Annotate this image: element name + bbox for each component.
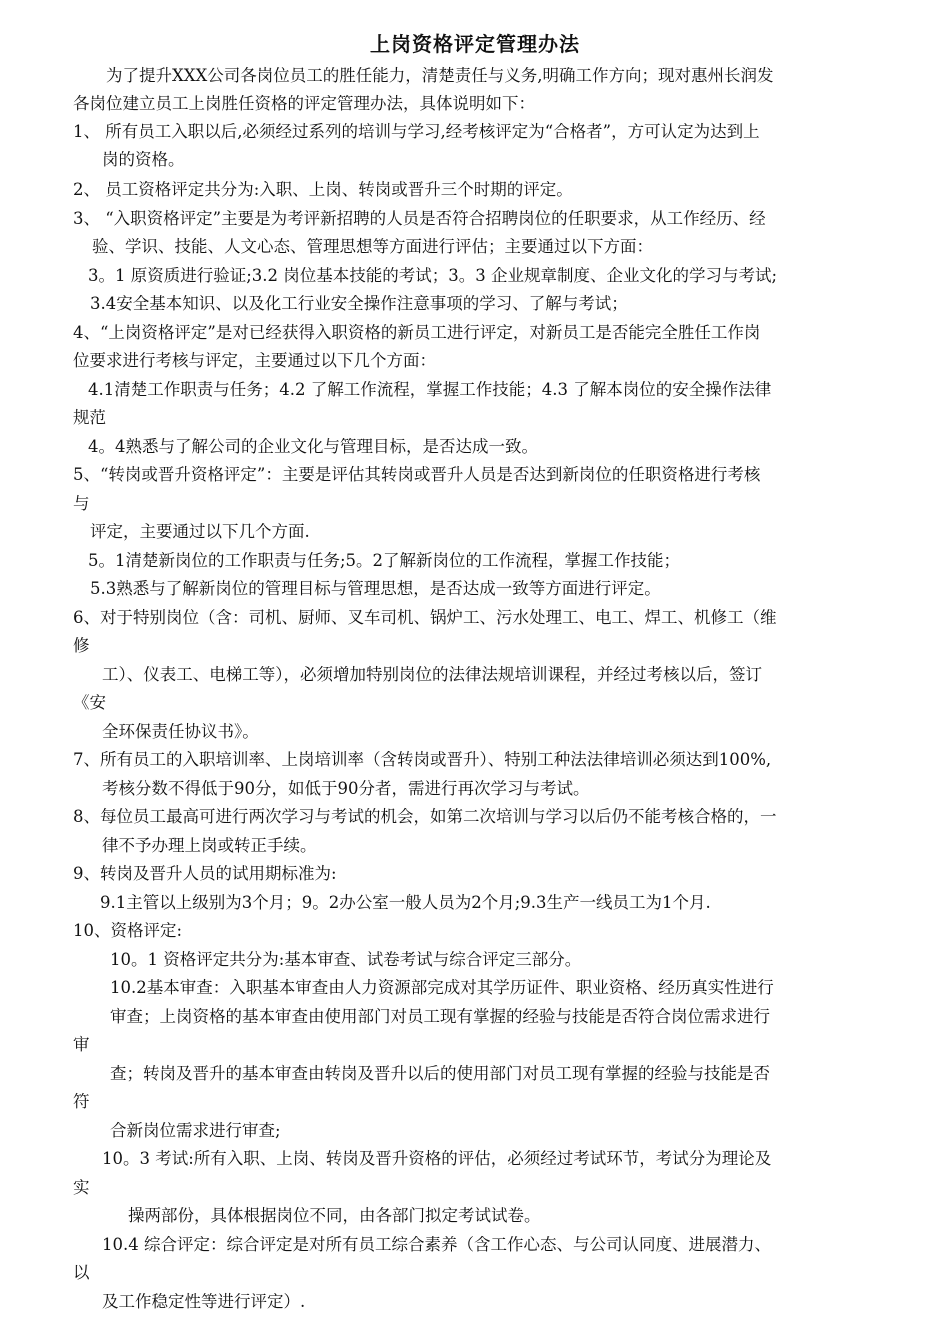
- paragraph-line: 各岗位建立员工上岗胜任资格的评定管理办法，具体说明如下：: [73, 94, 535, 113]
- paragraph-line: 3.4安全基本知识、以及化工行业安全操作注意事项的学习、了解与考试；: [90, 294, 628, 313]
- paragraph-line: 查；转岗及晋升的基本审查由转岗及晋升以后的使用部门对员工现有掌握的经验与技能是否: [110, 1064, 770, 1083]
- paragraph-line: 9.1主管以上级别为3个月；9。2办公室一般人员为2个月;9.3生产一线员工为1个月.: [100, 893, 711, 912]
- paragraph-line: 评定，主要通过以下几个方面.: [90, 522, 310, 541]
- paragraph-line: 4。4熟悉与了解公司的企业文化与管理目标，是否达成一致。: [88, 437, 538, 456]
- paragraph-line: 10。1 资格评定共分为:基本审查、试卷考试与综合评定三部分。: [110, 950, 582, 969]
- paragraph-line: 修: [73, 636, 90, 655]
- paragraph-line: 符: [73, 1092, 90, 1111]
- document-title: 上岗资格评定管理办法: [370, 32, 580, 56]
- paragraph-line: 岗的资格。: [102, 150, 185, 169]
- paragraph-line: 4.1清楚工作职责与任务；4.2 了解工作流程，掌握工作技能；4.3 了解本岗位的安全操作法律: [88, 380, 772, 399]
- paragraph-line: 审: [73, 1035, 90, 1054]
- paragraph-line: 5、“转岗或晋升资格评定”：主要是评估其转岗或晋升人员是否达到新岗位的任职资格进行考核: [73, 465, 761, 484]
- paragraph-line: 10.2基本审查：入职基本审查由人力资源部完成对其学历证件、职业资格、经历真实性进行: [110, 978, 774, 997]
- paragraph-line: 3。1 原资质进行验证;3.2 岗位基本技能的考试；3。3 企业规章制度、企业文化的学习与考试;: [88, 266, 778, 285]
- paragraph-line: 操两部份，具体根据岗位不同，由各部门拟定考试试卷。: [128, 1206, 541, 1225]
- paragraph-line: 规范: [73, 408, 106, 427]
- paragraph-line: 及工作稳定性等进行评定）.: [102, 1292, 306, 1311]
- paragraph-line: 位要求进行考核与评定，主要通过以下几个方面：: [73, 351, 436, 370]
- paragraph-line: 9、转岗及晋升人员的试用期标准为:: [73, 864, 337, 883]
- paragraph-line: 与: [73, 494, 90, 513]
- paragraph-line: 验、学识、技能、人文心态、管理思想等方面进行评估；主要通过以下方面：: [92, 237, 653, 256]
- paragraph-line: 为了提升XXX公司各岗位员工的胜任能力，清楚责任与义务,明确工作方向；现对惠州长润发: [106, 66, 774, 85]
- paragraph-line: 合新岗位需求进行审查;: [110, 1121, 281, 1140]
- paragraph-line: 《安: [73, 693, 106, 712]
- paragraph-line: 4、“上岗资格评定”是对已经获得入职资格的新员工进行评定，对新员工是否能完全胜任工作岗: [73, 323, 761, 342]
- paragraph-line: 3、 “入职资格评定”主要是为考评新招聘的人员是否符合招聘岗位的任职要求，从工作经历、经: [73, 209, 766, 228]
- paragraph-line: 考核分数不得低于90分，如低于90分者，需进行再次学习与考试。: [102, 779, 590, 798]
- paragraph-line: 10。3 考试:所有入职、上岗、转岗及晋升资格的评估，必须经过考试环节，考试分为理论及: [102, 1149, 772, 1168]
- paragraph-line: 2、 员工资格评定共分为:入职、上岗、转岗或晋升三个时期的评定。: [73, 180, 573, 199]
- paragraph-line: 6、对于特别岗位（含：司机、厨师、叉车司机、锅炉工、污水处理工、电工、焊工、机修工（维: [73, 608, 777, 627]
- paragraph-line: 8、每位员工最高可进行两次学习与考试的机会，如第二次培训与学习以后仍不能考核合格的，一: [73, 807, 777, 826]
- paragraph-line: 10.4 综合评定：综合评定是对所有员工综合素养（含工作心态、与公司认同度、进展潜力、: [102, 1235, 771, 1254]
- paragraph-line: 1、 所有员工入职以后,必须经过系列的培训与学习,经考核评定为“合格者”，方可认定为达到上: [73, 122, 760, 141]
- paragraph-line: 以: [73, 1263, 90, 1282]
- paragraph-line: 律不予办理上岗或转正手续。: [102, 836, 317, 855]
- paragraph-line: 实: [73, 1178, 90, 1197]
- paragraph-line: 审查；上岗资格的基本审查由使用部门对员工现有掌握的经验与技能是否符合岗位需求进行: [110, 1007, 770, 1026]
- paragraph-line: 全环保责任协议书》。: [102, 722, 259, 741]
- paragraph-line: 工）、仪表工、电梯工等），必须增加特别岗位的法律法规培训课程，并经过考核以后，签订: [102, 665, 762, 684]
- paragraph-line: 7、所有员工的入职培训率、上岗培训率（含转岗或晋升）、特别工种法法律培训必须达到100%,: [73, 750, 772, 769]
- paragraph-line: 5。1清楚新岗位的工作职责与任务;5。2了解新岗位的工作流程，掌握工作技能；: [88, 551, 681, 570]
- paragraph-line: 10、资格评定:: [73, 921, 183, 940]
- paragraph-line: 5.3熟悉与了解新岗位的管理目标与管理思想，是否达成一致等方面进行评定。: [90, 579, 661, 598]
